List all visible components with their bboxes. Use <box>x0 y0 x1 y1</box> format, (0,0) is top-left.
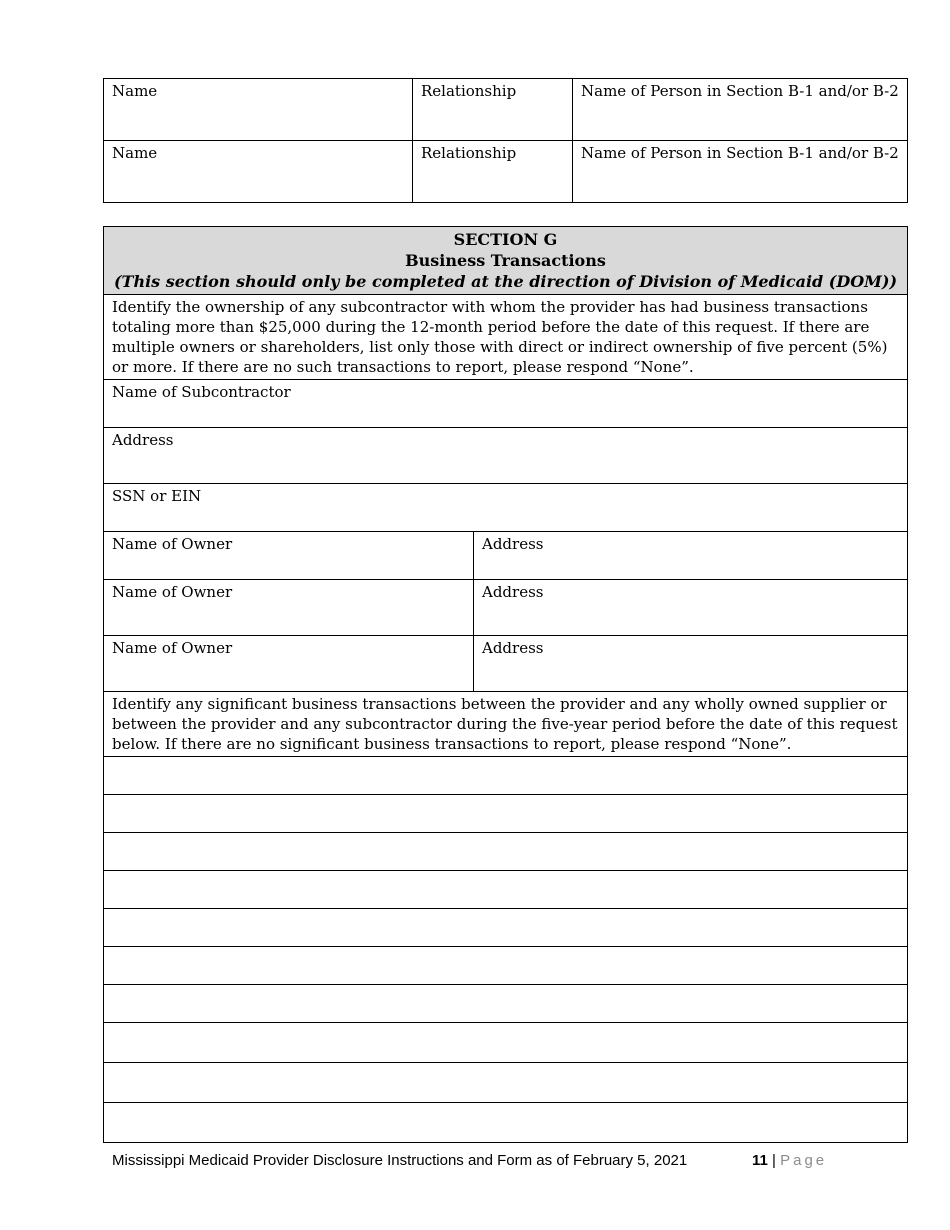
transaction-entry-field[interactable] <box>104 1063 908 1103</box>
name-label: Name <box>112 144 158 162</box>
subcontractor-name-label: Name of Subcontractor <box>112 383 291 401</box>
transaction-entry-field[interactable] <box>104 1103 908 1143</box>
table-row <box>104 636 908 692</box>
owner-name-label: Name of Owner <box>112 639 233 657</box>
section-title: SECTION G <box>453 230 558 249</box>
table-row <box>104 580 908 636</box>
owner-name-field[interactable] <box>104 636 474 692</box>
instructions-transactions: Identify any significant business transactions between the provider and any wholly owned supplier or between the provider and any subcontractor during the five-year period before the date of this request below. If there are no significant business transactions to report, please respond “None”. <box>104 692 908 757</box>
owner-address-label: Address <box>482 639 544 657</box>
page-separator: | <box>772 1152 776 1169</box>
page-number-value: 11 <box>752 1152 768 1169</box>
name-label: Name <box>112 82 158 100</box>
page-number <box>752 1152 827 1169</box>
person-label: Name of Person in Section B-1 and/or B-2 <box>581 82 899 100</box>
subcontractor-name-field[interactable] <box>104 380 908 428</box>
transaction-entry-field[interactable] <box>104 757 908 795</box>
owner-address-label: Address <box>482 583 544 601</box>
footer-text: Mississippi Medicaid Provider Disclosure Instructions and Form as of February 5, 2021 <box>112 1152 688 1169</box>
owner-name-label: Name of Owner <box>112 535 233 553</box>
transaction-entry-field[interactable] <box>104 1023 908 1063</box>
owner-name-field[interactable] <box>104 580 474 636</box>
relationship-field[interactable] <box>413 141 573 203</box>
name-field[interactable] <box>104 79 413 141</box>
owner-address-field[interactable] <box>474 636 908 692</box>
section-g-header <box>104 227 908 295</box>
transaction-entry-field[interactable] <box>104 871 908 909</box>
subcontractor-address-field[interactable] <box>104 428 908 484</box>
subcontractor-address-label: Address <box>112 431 174 449</box>
page-label: Page <box>780 1152 828 1169</box>
name-field[interactable] <box>104 141 413 203</box>
relationship-label: Relationship <box>421 82 517 100</box>
section-subtitle: Business Transactions <box>405 251 606 270</box>
person-field[interactable] <box>573 141 908 203</box>
person-label: Name of Person in Section B-1 and/or B-2 <box>581 144 899 162</box>
person-field[interactable] <box>573 79 908 141</box>
transaction-entry-field[interactable] <box>104 985 908 1023</box>
relationship-field[interactable] <box>413 79 573 141</box>
owner-address-label: Address <box>482 535 544 553</box>
ssn-ein-label: SSN or EIN <box>112 487 202 505</box>
section-note: (This section should only be completed at the direction of Division of Medicaid (DOM)) <box>113 272 898 291</box>
section-g-table <box>103 226 908 1143</box>
owner-address-field[interactable] <box>474 532 908 580</box>
transaction-entry-field[interactable] <box>104 833 908 871</box>
owner-address-field[interactable] <box>474 580 908 636</box>
owner-name-label: Name of Owner <box>112 583 233 601</box>
relations-table <box>103 78 908 203</box>
instructions-subcontractor: Identify the ownership of any subcontractor with whom the provider has had business transactions totaling more than $25,000 during the 12-month period before the date of this request. If there are multiple owners or shareholders, list only those with direct or indirect ownership of five percent (5%) or more. If there are no such transactions to report, please respond “None”. <box>104 295 908 380</box>
owner-name-field[interactable] <box>104 532 474 580</box>
table-row <box>104 141 908 203</box>
relationship-label: Relationship <box>421 144 517 162</box>
transaction-entry-field[interactable] <box>104 795 908 833</box>
ssn-ein-field[interactable] <box>104 484 908 532</box>
table-row <box>104 79 908 141</box>
transaction-entry-field[interactable] <box>104 947 908 985</box>
table-row <box>104 532 908 580</box>
transaction-entry-field[interactable] <box>104 909 908 947</box>
